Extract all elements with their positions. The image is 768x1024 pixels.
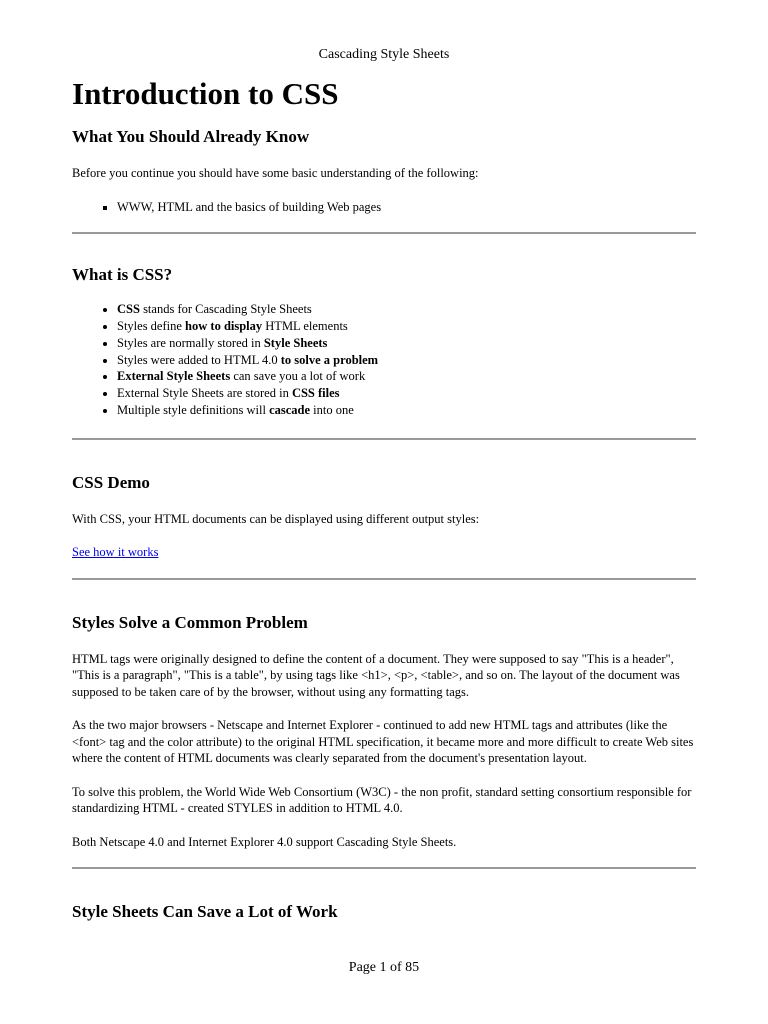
css-demo-link-line <box>72 544 696 561</box>
what-is-css-list <box>72 301 696 419</box>
heading-common-problem: Styles Solve a Common Problem <box>72 612 308 632</box>
heading-save-work: Style Sheets Can Save a Lot of Work <box>72 902 338 922</box>
page-title: Introduction to CSS <box>72 76 339 111</box>
heading-already-know: What You Should Already Know <box>72 127 310 146</box>
heading-css-demo: CSS Demo <box>72 472 150 492</box>
page-number: Page 1 of 85 <box>348 960 420 975</box>
divider <box>72 578 696 580</box>
divider <box>72 867 696 869</box>
list-item: ▪ WWW, HTML and the basics of building Web pages <box>117 199 696 216</box>
see-how-it-works-link[interactable]: See how it works <box>72 545 159 560</box>
list-item: • Multiple style definitions will cascade into one <box>117 402 696 419</box>
already-know-list <box>72 199 696 216</box>
css-demo-text: With CSS, your HTML documents can be displayed using different output styles: <box>72 511 480 526</box>
problem-paragraph-4: Both Netscape 4.0 and Internet Explorer 4.0 support Cascading Style Sheets. <box>72 834 457 849</box>
list-item: • Styles define how to display HTML elements <box>117 318 696 335</box>
list-item: • External Style Sheets can save you a lot of work <box>117 368 696 385</box>
list-item: • Styles were added to HTML 4.0 to solve a problem <box>117 352 696 369</box>
list-item: • CSS stands for Cascading Style Sheets <box>117 301 696 318</box>
divider <box>72 232 696 234</box>
running-header: Cascading Style Sheets <box>318 47 450 62</box>
problem-paragraph-1: HTML tags were originally designed to define the content of a document. They were supposed to say "This is a header", "This is a paragraph", "This is a table", by using tags like <h1>, <p>, <table>, and so on. The layout of the document was supposed to be taken care of by the browser, without using any formatting tags. <box>72 651 680 699</box>
already-know-intro: Before you continue you should have some basic understanding of the following: <box>72 166 479 180</box>
list-item: • Styles are normally stored in Style Sheets <box>117 335 696 352</box>
divider <box>72 438 696 440</box>
list-item: • External Style Sheets are stored in CSS files <box>117 385 696 402</box>
document-body <box>72 74 696 923</box>
problem-paragraph-2: As the two major browsers - Netscape and Internet Explorer - continued to add new HTML tags and attributes (like the <font> tag and the color attribute) to the original HTML specification, it became more and more difficult to create Web sites where the content of HTML documents was clearly separated from the document's presentation layout. <box>72 718 694 766</box>
heading-what-is-css: What is CSS? <box>72 265 173 285</box>
problem-paragraph-3: To solve this problem, the World Wide Web Consortium (W3C) - the non profit, standard setting consortium responsible for standardizing HTML - created STYLES in addition to HTML 4.0. <box>72 784 692 816</box>
